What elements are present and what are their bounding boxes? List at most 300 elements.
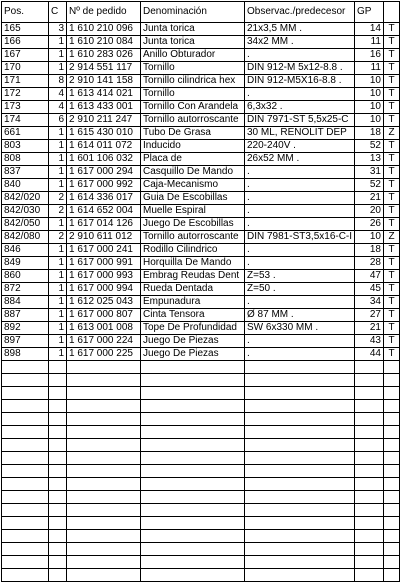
cell-type: T (384, 114, 400, 127)
cell-qty: 1 (49, 309, 67, 322)
table-row (2, 36, 400, 49)
table-row (2, 322, 400, 335)
empty-cell (49, 439, 67, 452)
table-row (2, 218, 400, 231)
cell-order-number: 1 613 414 021 (67, 88, 141, 101)
empty-cell (67, 530, 141, 543)
empty-cell (355, 374, 384, 387)
cell-type: T (384, 192, 400, 205)
cell-description: Embrag Reudas Dent (141, 270, 245, 283)
cell-description: Tornillo (141, 62, 245, 75)
table-row (2, 205, 400, 218)
header-gp: GP (355, 2, 384, 23)
cell-type: T (384, 62, 400, 75)
cell-type: T (384, 309, 400, 322)
cell-gp: 18 (355, 127, 384, 140)
cell-order-number: 1 617 000 993 (67, 270, 141, 283)
cell-pos: 808 (2, 153, 49, 166)
empty-cell (355, 413, 384, 426)
cell-pos: 803 (2, 140, 49, 153)
cell-notes: . (245, 49, 355, 62)
cell-notes: SW 6x330 MM . (245, 322, 355, 335)
cell-order-number: 2 910 611 012 (67, 231, 141, 244)
cell-description: Junta torica (141, 23, 245, 36)
cell-gp: 34 (355, 296, 384, 309)
empty-cell (141, 387, 245, 400)
cell-order-number: 1 601 106 032 (67, 153, 141, 166)
cell-gp: 52 (355, 179, 384, 192)
empty-cell (67, 387, 141, 400)
empty-cell (245, 530, 355, 543)
cell-pos: 174 (2, 114, 49, 127)
empty-cell (141, 556, 245, 569)
cell-pos: 884 (2, 296, 49, 309)
empty-cell (355, 530, 384, 543)
cell-gp: 10 (355, 101, 384, 114)
cell-type: T (384, 75, 400, 88)
cell-description: Rodillo Cilindrico (141, 244, 245, 257)
header-qty: C (49, 2, 67, 23)
cell-order-number: 1 617 000 991 (67, 257, 141, 270)
empty-cell (141, 452, 245, 465)
cell-type: T (384, 270, 400, 283)
cell-pos: 171 (2, 75, 49, 88)
cell-description: Tornillo cilindrica hex (141, 75, 245, 88)
empty-cell (355, 556, 384, 569)
cell-gp: 10 (355, 231, 384, 244)
cell-gp: 10 (355, 75, 384, 88)
empty-cell (141, 400, 245, 413)
cell-description: Tubo De Grasa (141, 127, 245, 140)
table-row (2, 88, 400, 101)
cell-type: T (384, 348, 400, 361)
cell-description: Casquillo De Mando (141, 166, 245, 179)
empty-cell (141, 413, 245, 426)
cell-pos: 173 (2, 101, 49, 114)
empty-cell (355, 452, 384, 465)
cell-order-number: 1 615 430 010 (67, 127, 141, 140)
cell-description: Placa de (141, 153, 245, 166)
cell-description: Caja-Mecanismo (141, 179, 245, 192)
cell-type: T (384, 36, 400, 49)
cell-order-number: 1 612 025 043 (67, 296, 141, 309)
empty-cell (384, 504, 400, 517)
empty-row (2, 569, 400, 582)
cell-description: Tornillo Con Arandela (141, 101, 245, 114)
cell-notes: . (245, 257, 355, 270)
empty-cell (245, 361, 355, 374)
empty-row (2, 374, 400, 387)
empty-row (2, 517, 400, 530)
cell-pos: 165 (2, 23, 49, 36)
cell-description: Guia De Escobillas (141, 192, 245, 205)
cell-order-number: 1 617 000 994 (67, 283, 141, 296)
table-row (2, 192, 400, 205)
empty-cell (384, 491, 400, 504)
empty-cell (2, 439, 49, 452)
cell-qty: 1 (49, 270, 67, 283)
cell-notes: Z=53 . (245, 270, 355, 283)
cell-type: T (384, 257, 400, 270)
cell-qty: 3 (49, 23, 67, 36)
empty-cell (355, 465, 384, 478)
empty-cell (67, 374, 141, 387)
cell-type: Z (384, 127, 400, 140)
cell-pos: 842/080 (2, 231, 49, 244)
cell-notes: DIN 7971-ST 5,5x25-C (245, 114, 355, 127)
cell-description: Tornillo autorroscante (141, 231, 245, 244)
cell-description: Rueda Dentada (141, 283, 245, 296)
empty-cell (141, 439, 245, 452)
cell-qty: 1 (49, 49, 67, 62)
parts-list (1, 1, 400, 582)
cell-order-number: 2 910 211 247 (67, 114, 141, 127)
cell-gp: 13 (355, 153, 384, 166)
cell-order-number: 1 617 014 126 (67, 218, 141, 231)
empty-cell (355, 439, 384, 452)
table-row (2, 114, 400, 127)
cell-pos: 898 (2, 348, 49, 361)
header-type (384, 2, 400, 23)
table-row (2, 283, 400, 296)
cell-notes: . (245, 296, 355, 309)
cell-qty: 1 (49, 179, 67, 192)
cell-pos: 872 (2, 283, 49, 296)
empty-cell (384, 517, 400, 530)
cell-order-number: 1 617 000 294 (67, 166, 141, 179)
empty-cell (49, 504, 67, 517)
cell-description: Empunadura (141, 296, 245, 309)
cell-notes: . (245, 88, 355, 101)
cell-order-number: 1 614 011 072 (67, 140, 141, 153)
cell-pos: 897 (2, 335, 49, 348)
cell-order-number: 1 617 000 241 (67, 244, 141, 257)
cell-description: Tornillo autorroscante (141, 114, 245, 127)
table-row (2, 62, 400, 75)
empty-cell (384, 465, 400, 478)
cell-order-number: 1 617 000 992 (67, 179, 141, 192)
empty-cell (49, 400, 67, 413)
cell-qty: 1 (49, 166, 67, 179)
cell-notes: Ø 87 MM . (245, 309, 355, 322)
cell-qty: 1 (49, 257, 67, 270)
empty-cell (141, 569, 245, 582)
empty-cell (2, 374, 49, 387)
cell-type: T (384, 140, 400, 153)
cell-pos: 167 (2, 49, 49, 62)
cell-pos: 860 (2, 270, 49, 283)
cell-notes: 34x2 MM . (245, 36, 355, 49)
empty-cell (245, 452, 355, 465)
empty-cell (141, 530, 245, 543)
empty-cell (67, 465, 141, 478)
cell-qty: 2 (49, 231, 67, 244)
empty-cell (67, 556, 141, 569)
cell-order-number: 1 610 283 026 (67, 49, 141, 62)
cell-gp: 43 (355, 335, 384, 348)
empty-cell (384, 569, 400, 582)
empty-cell (67, 478, 141, 491)
cell-notes: DIN 7981-ST3,5x16-C-I (245, 231, 355, 244)
table-body (2, 23, 400, 582)
empty-cell (384, 530, 400, 543)
cell-pos: 837 (2, 166, 49, 179)
table-row (2, 335, 400, 348)
cell-notes: . (245, 348, 355, 361)
cell-gp: 28 (355, 257, 384, 270)
empty-cell (67, 517, 141, 530)
parts-table (1, 1, 400, 582)
cell-pos: 849 (2, 257, 49, 270)
cell-description: Tornillo (141, 88, 245, 101)
cell-order-number: 2 914 551 117 (67, 62, 141, 75)
empty-cell (2, 426, 49, 439)
empty-cell (49, 569, 67, 582)
empty-cell (49, 387, 67, 400)
cell-order-number: 2 910 141 158 (67, 75, 141, 88)
cell-notes: . (245, 166, 355, 179)
empty-cell (67, 400, 141, 413)
empty-cell (2, 361, 49, 374)
table-row (2, 101, 400, 114)
table-row (2, 49, 400, 62)
cell-description: Inducido (141, 140, 245, 153)
empty-cell (2, 530, 49, 543)
empty-cell (2, 400, 49, 413)
table-row (2, 166, 400, 179)
empty-row (2, 530, 400, 543)
cell-type: T (384, 296, 400, 309)
empty-cell (245, 413, 355, 426)
empty-cell (141, 543, 245, 556)
cell-qty: 4 (49, 101, 67, 114)
empty-cell (67, 491, 141, 504)
empty-cell (355, 400, 384, 413)
cell-gp: 44 (355, 348, 384, 361)
table-row (2, 257, 400, 270)
empty-cell (355, 361, 384, 374)
empty-cell (384, 556, 400, 569)
empty-cell (384, 413, 400, 426)
empty-cell (49, 426, 67, 439)
cell-gp: 10 (355, 88, 384, 101)
empty-cell (355, 504, 384, 517)
cell-qty: 4 (49, 88, 67, 101)
cell-qty: 1 (49, 335, 67, 348)
header-notes: Observac./predecesor (245, 2, 355, 23)
empty-cell (141, 504, 245, 517)
cell-pos: 846 (2, 244, 49, 257)
empty-cell (245, 569, 355, 582)
empty-cell (355, 478, 384, 491)
empty-row (2, 478, 400, 491)
empty-cell (141, 478, 245, 491)
cell-notes: . (245, 244, 355, 257)
empty-cell (2, 569, 49, 582)
table-row (2, 309, 400, 322)
cell-qty: 6 (49, 114, 67, 127)
empty-cell (384, 426, 400, 439)
cell-gp: 20 (355, 205, 384, 218)
table-row (2, 270, 400, 283)
cell-type: T (384, 101, 400, 114)
empty-cell (245, 374, 355, 387)
empty-row (2, 426, 400, 439)
empty-cell (245, 478, 355, 491)
empty-cell (49, 556, 67, 569)
empty-cell (141, 491, 245, 504)
cell-pos: 887 (2, 309, 49, 322)
empty-cell (245, 504, 355, 517)
cell-pos: 840 (2, 179, 49, 192)
cell-pos: 170 (2, 62, 49, 75)
empty-cell (245, 465, 355, 478)
cell-gp: 21 (355, 322, 384, 335)
empty-cell (49, 361, 67, 374)
cell-qty: 2 (49, 205, 67, 218)
cell-qty: 1 (49, 127, 67, 140)
cell-description: Cinta Tensora (141, 309, 245, 322)
cell-pos: 166 (2, 36, 49, 49)
empty-row (2, 439, 400, 452)
table-row (2, 231, 400, 244)
cell-order-number: 1 617 000 224 (67, 335, 141, 348)
table-row (2, 348, 400, 361)
cell-description: Horquilla De Mando (141, 257, 245, 270)
cell-pos: 172 (2, 88, 49, 101)
empty-cell (49, 465, 67, 478)
empty-cell (245, 400, 355, 413)
cell-qty: 1 (49, 348, 67, 361)
cell-gp: 11 (355, 62, 384, 75)
cell-notes: . (245, 192, 355, 205)
empty-row (2, 452, 400, 465)
empty-cell (245, 556, 355, 569)
empty-row (2, 491, 400, 504)
empty-cell (141, 426, 245, 439)
empty-cell (67, 452, 141, 465)
table-row (2, 153, 400, 166)
cell-type: Z (384, 231, 400, 244)
empty-cell (2, 543, 49, 556)
empty-cell (67, 426, 141, 439)
cell-description: Juego De Piezas (141, 348, 245, 361)
cell-type: T (384, 335, 400, 348)
empty-cell (384, 478, 400, 491)
empty-cell (67, 413, 141, 426)
cell-type: T (384, 244, 400, 257)
empty-cell (67, 543, 141, 556)
empty-cell (355, 387, 384, 400)
empty-cell (49, 374, 67, 387)
cell-gp: 47 (355, 270, 384, 283)
cell-qty: 1 (49, 283, 67, 296)
cell-gp: 21 (355, 192, 384, 205)
empty-cell (355, 543, 384, 556)
cell-gp: 18 (355, 244, 384, 257)
cell-gp: 26 (355, 218, 384, 231)
empty-cell (49, 517, 67, 530)
cell-gp: 14 (355, 23, 384, 36)
cell-gp: 52 (355, 140, 384, 153)
empty-cell (245, 439, 355, 452)
empty-cell (384, 387, 400, 400)
empty-cell (384, 400, 400, 413)
empty-cell (49, 530, 67, 543)
cell-pos: 842/030 (2, 205, 49, 218)
cell-qty: 1 (49, 36, 67, 49)
cell-qty: 2 (49, 192, 67, 205)
empty-cell (355, 426, 384, 439)
cell-notes: . (245, 205, 355, 218)
empty-cell (49, 452, 67, 465)
empty-cell (384, 452, 400, 465)
table-row (2, 23, 400, 36)
empty-cell (141, 374, 245, 387)
cell-notes: 30 ML, RENOLIT DEP (245, 127, 355, 140)
cell-description: Muelle Espiral (141, 205, 245, 218)
empty-cell (355, 569, 384, 582)
cell-notes: . (245, 218, 355, 231)
cell-notes: Z=50 . (245, 283, 355, 296)
empty-row (2, 543, 400, 556)
cell-pos: 661 (2, 127, 49, 140)
header-row (2, 2, 400, 23)
empty-cell (355, 517, 384, 530)
empty-cell (49, 413, 67, 426)
cell-qty: 1 (49, 62, 67, 75)
cell-description: Anillo Obturador (141, 49, 245, 62)
cell-gp: 10 (355, 114, 384, 127)
table-row (2, 296, 400, 309)
empty-cell (2, 465, 49, 478)
empty-row (2, 504, 400, 517)
cell-notes: . (245, 335, 355, 348)
cell-notes: 21x3,5 MM . (245, 23, 355, 36)
empty-cell (67, 504, 141, 517)
empty-cell (67, 569, 141, 582)
table-row (2, 75, 400, 88)
empty-row (2, 465, 400, 478)
cell-order-number: 1 613 433 001 (67, 101, 141, 114)
cell-pos: 892 (2, 322, 49, 335)
table-row (2, 244, 400, 257)
empty-cell (67, 361, 141, 374)
cell-type: T (384, 218, 400, 231)
empty-cell (49, 543, 67, 556)
cell-gp: 16 (355, 49, 384, 62)
cell-notes: 6,3x32 . (245, 101, 355, 114)
cell-type: T (384, 205, 400, 218)
cell-order-number: 1 610 210 084 (67, 36, 141, 49)
cell-notes: . (245, 179, 355, 192)
empty-cell (2, 491, 49, 504)
empty-cell (355, 491, 384, 504)
cell-description: Junta torica (141, 36, 245, 49)
cell-notes: 26x52 MM . (245, 153, 355, 166)
cell-qty: 1 (49, 153, 67, 166)
empty-cell (384, 543, 400, 556)
empty-cell (384, 439, 400, 452)
cell-type: T (384, 322, 400, 335)
cell-gp: 31 (355, 166, 384, 179)
header-description: Denominación (141, 2, 245, 23)
empty-cell (2, 413, 49, 426)
empty-cell (49, 478, 67, 491)
empty-cell (141, 517, 245, 530)
empty-cell (141, 361, 245, 374)
cell-description: Tope De Profundidad (141, 322, 245, 335)
